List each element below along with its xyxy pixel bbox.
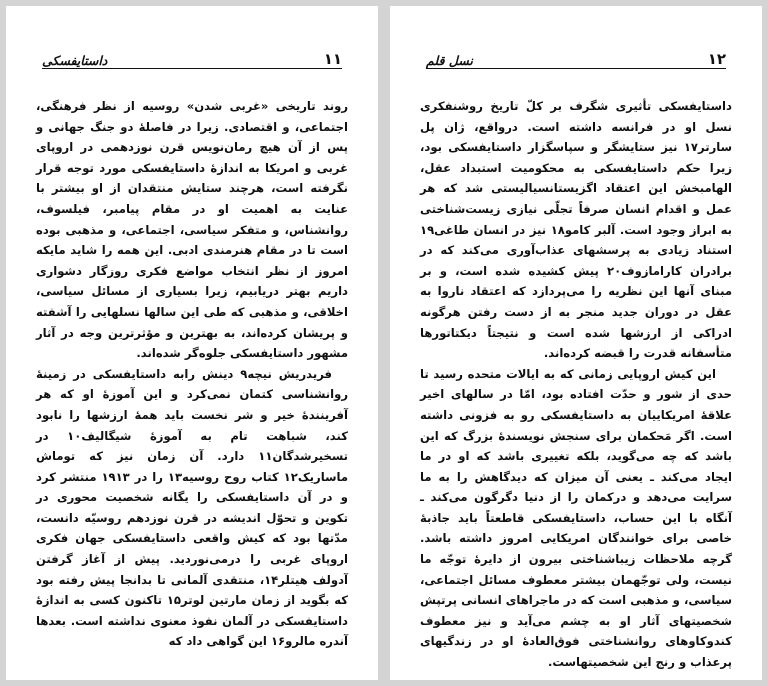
left-page-body [36,96,348,652]
paragraph: فریدریش نیچه۹ دینش رابه داستایفسکی در زمینهٔ روانشناسی کتمان نمی‌کرد و این آموزهٔ او که هر آفرینندهٔ خیر و شر نخست باید همهٔ ارزشها را نابود کند، شباهت تام به آموزهٔ شیگالیف۱۰ در تسخیرشدگان۱۱ دارد. آن زمان نیز که توماش ماساریک۱۲ کتاب روح روسیه۱۳ را در ۱۹۱۳ منتشر کرد و در آن داستایفسکی را یگانه شخصیت محوری در تکوین و تحوّل اندیشه در قرن نوزدهم روسیّه دانست، مدّتها بود که کیش واقعی داستایفسکی جهان فکری اروپای غربی را درمی‌نوردید. پیش از آغاز گرفتن آدولف هیتلر۱۴، منتقدی آلمانی تا بدانجا پیش رفته بود که بگوید از زمان مارتین لوتر۱۵ تاکنون کسی به اندازهٔ داستایفسکی در آلمان نفوذ معنوی نداشته است. بعدها آندره مالرو۱۶ این گواهی داد که [36,366,349,649]
right-page-body [420,96,732,673]
running-title: داستایفسکی [42,53,108,68]
paragraph: روند تاریخی «غربی شدن» روسیه از نظر فرهنگی، اجتماعی، و اقتصادی. زیرا در فاصلهٔ دو جنگ جهانی و پس از آن هیچ رمان‌نویس قرن نوزدهمی در اروپای غربی و امریکا به اندازهٔ داستایفسکی مورد توجه قرار نگرفته است، هرچند ستایش منتقدان از او بیشتر با عنایت به اهمیت او در مقام پیامبر، فیلسوف، روانشناس، و متفکر سیاسی، اجتماعی، و مذهبی بوده است تا در مقام هنرمندی ادبی. این همه را شاید مایکه امروز از نظر انتخاب مواضع فکری روزگار دشواری داریم بهتر دریابیم، زیرا بسیاری از مسائل سیاسی، اخلاقی، و مذهبی که طی این سالها نسلهایی را آشفته و پریشان کرده‌اند، به بهترین و مؤثرترین وجه در آثار مشهور داستایفسکی جلوه‌گر شده‌اند. [36,99,348,361]
running-title: نسل قلم [426,53,473,68]
page-number: ۱۱ [323,50,342,68]
right-page [390,6,762,680]
left-page [6,6,378,680]
paragraph: این کیش اروپایی زمانی که به ایالات متحده رسید تا حدی از شور و حدّت افتاده بود، امّا در سالهای اخیر علاقهٔ امریکاییان به داستایفسکی رو به فزونی داشته است. اگر مَحکمان برای سنجش نویسندهٔ بزرگ که این باشد که چه می‌گوید، بلکه تغییری باشد که او در ما ایجاد می‌کند ـ یعنی آن میزان که دیدگاهش را به ما سرایت می‌دهد و درکمان را از دنیا دگرگون می‌کند ـ آنگاه با این حساب، داستایفسکی قاطعتاً باید جاذبهٔ خاصی برای خوانندگان امریکایی امروز داشته باشد. گرچه ملاحظات زیباشناختی بیرون از دایرهٔ توجّه ما نیست، ولی توجّهمان بیشتر معطوف مسائل اجتماعی، سیاسی، و مذهبی است که در ماجراهای انسانی پرتپش شخصیتهای آثار او به چشم می‌آید و نیز معطوف کندوکاوهای روانشناختی فوق‌العادهٔ او در زندگیهای پرعذاب و رنج این شخصیتهاست. [420,366,732,670]
paragraph: داستایفسکی تأثیری شگرف بر کلّ تاریخ روشنفکری نسل او در فرانسه داشته است. درواقع، ژان پل سارتر۱۷ نیز ستایشگر و سپاسگزار داستایفسکی بود، زیرا حکم داستایفسکی به محکومیت استبداد عقل، الهامبخش این اعتقاد اگزیستانسیالیستی شد که هر عمل و اقدام انسان صرفاً تجلّی نیازی زیست‌شناختی به ابراز وجود است. آلبر کامو۱۸ نیز در انسان طاغی۱۹ استناد زیادی به پرسشهای عذاب‌آوری می‌کند که در برادران کارامازوف۲۰ پیش کشیده شده است، و بر مبنای آنها این نظریه را می‌پردازد که اعتقاد ناروا به عقل در دوران جدید منجر به از دست رفتن هرگونه ادراکی از ارزشها شده است و نتیجتاً دیکتاتورها متأسفانه قدرت را قبضه کرده‌اند. [420,99,732,361]
left-page-header [42,46,342,69]
page-number: ۱۲ [707,50,726,68]
right-page-header [426,46,726,69]
